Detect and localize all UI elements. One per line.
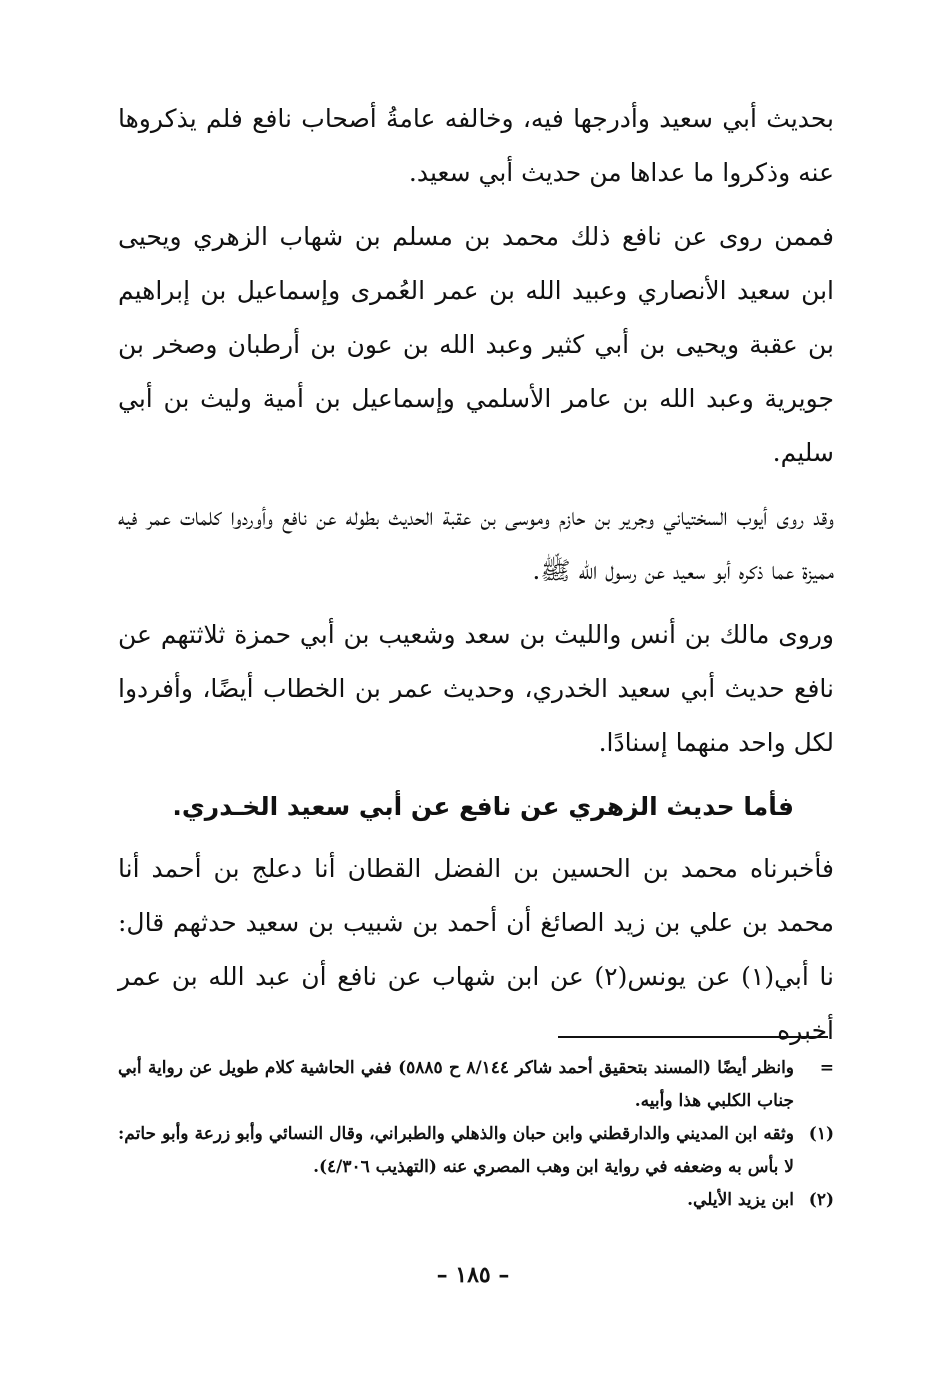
paragraph-5: فأخبرناه محمد بن الحسين بن الفضل القطان أنا دعلج بن أحمد أنا محمد بن علي بن زيد الصائغ أن أحمد بن شبيب بن سعيد حدثهم قال: نا أبي(١) عن يونس(٢) عن ابن شهاب عن نافع أن عبد الله بن عمر أخبره xyxy=(118,854,835,1045)
footnote-2 xyxy=(118,1184,834,1217)
section-heading: فأما حديث الزهري عن نافع عن أبي سعيد الخـدري. xyxy=(172,792,794,821)
page-number: – ١٨٥ – xyxy=(436,1262,510,1288)
footnote-mark: (٢) xyxy=(808,1190,834,1210)
footnote-separator xyxy=(558,1036,828,1038)
main-text xyxy=(118,92,834,1068)
footnote-1 xyxy=(118,1118,834,1184)
footnote-continuation xyxy=(118,1052,834,1118)
footnote-mark: = xyxy=(819,1058,834,1078)
footnote-text: ابن يزيد الأيلي. xyxy=(687,1190,794,1210)
paragraph-3: وقد روى أيوب السختياني وجرير بن حازم وموسى بن عقبة الحديث بطوله عن نافع وأوردوا كلمات عمر فيه مميزة عما ذكره أبو سعيد عن رسول الله ﷺ. xyxy=(118,502,834,585)
footnote-mark: (١) xyxy=(808,1124,834,1144)
paragraph-2: فممن روى عن نافع ذلك محمد بن مسلم بن شهاب الزهري ويحيى ابن سعيد الأنصاري وعبيد الله بن عمر العُمرى وإسماعيل بن إبراهيم بن عقبة ويحيى بن أبي كثير وعبد الله بن عون بن أرطبان وصخر بن جويرية وعبد الله بن عامر الأسلمي وإسماعيل بن أمية وليث بن أبي سليم. xyxy=(118,222,834,467)
paragraph-1: بحديث أبي سعيد وأدرجها فيه، وخالفه عامةُ أصحاب نافع فلم يذكروها عنه وذكروا ما عداها من حديث أبي سعيد. xyxy=(118,104,834,187)
footnotes xyxy=(118,1052,834,1217)
footnote-text: وانظر أيضًا (المسند بتحقيق أحمد شاكر ٨/١٤٤ ح ٥٨٨٥) ففي الحاشية كلام طويل عن رواية أبي جناب الكلبي هذا وأبيه. xyxy=(118,1058,795,1111)
footnote-text: وثقه ابن المديني والدارقطني وابن حبان والذهلي والطبراني، وقال النسائي وأبو زرعة وأبو حاتم: لا بأس به وضعفه في رواية ابن وهب المصري عنه (التهذيب ٤/٣٠٦). xyxy=(118,1124,794,1177)
paragraph-4: وروى مالك بن أنس والليث بن سعد وشعيب بن أبي حمزة ثلاثتهم عن نافع حديث أبي سعيد الخدري، وحديث عمر بن الخطاب أيضًا، وأفردوا لكل واحد منهما إسنادًا. xyxy=(118,620,834,757)
